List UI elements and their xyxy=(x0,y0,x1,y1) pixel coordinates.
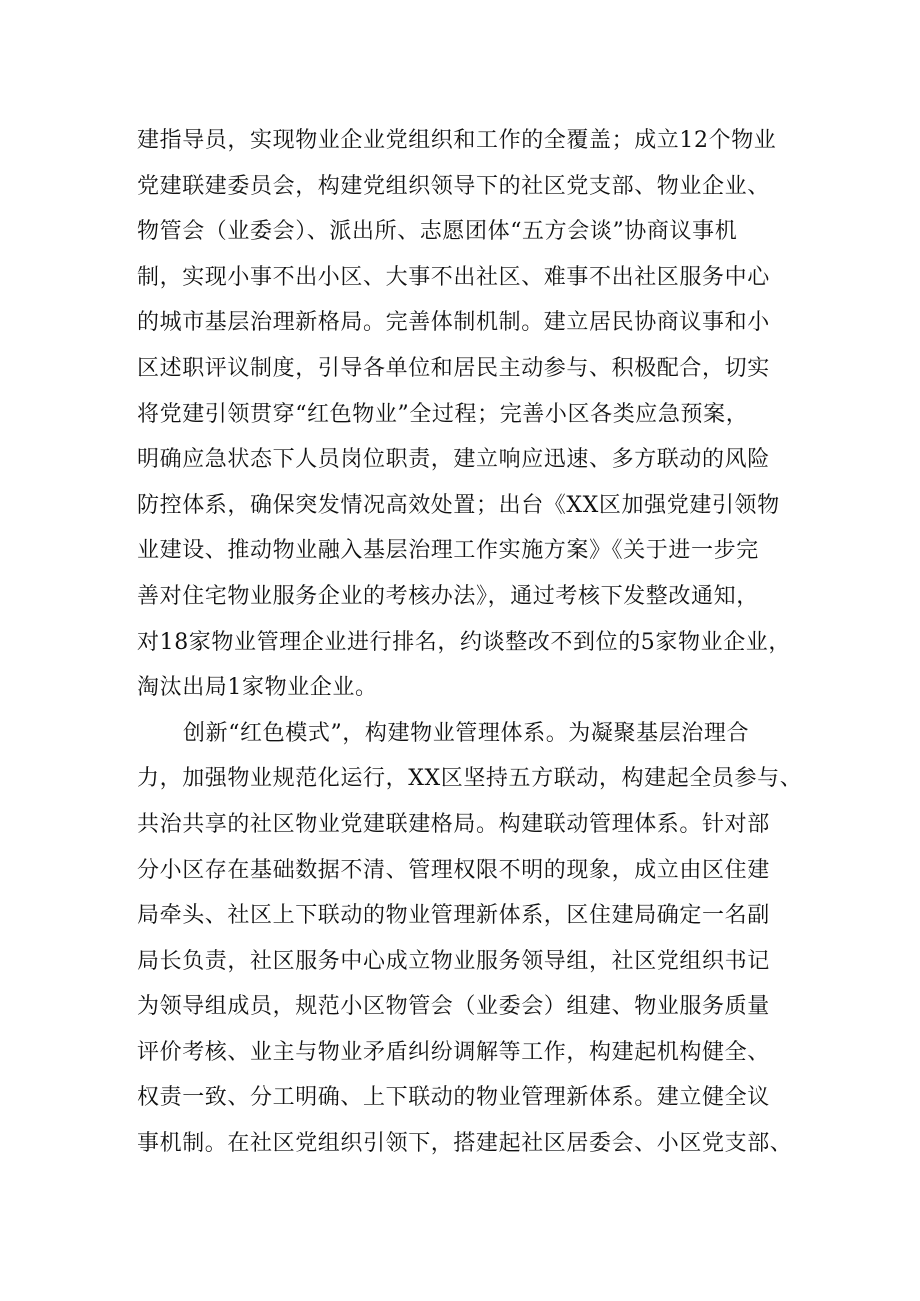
paragraph-start-line: 创新“红色模式”，构建物业管理体系。为凝聚基层治理合 xyxy=(183,720,750,746)
text-line: 建指导员，实现物业企业党组织和工作的全覆盖；成立12个物业 xyxy=(137,128,777,153)
body-text xyxy=(137,118,802,1167)
text-line: 评价考核、业主与物业矛盾纠纷调解等工作，构建起机构健全、 xyxy=(137,1039,770,1065)
text-line: 防控体系，确保突发情况高效处置；出台《XX区加强党建引领物 xyxy=(137,492,780,518)
text-line: 力，加强物业规范化运行，XX区坚持五方联动，构建起全员参与、 xyxy=(137,766,803,792)
text-line: 局长负责，社区服务中心成立物业服务领导组，社区党组织书记 xyxy=(137,948,770,974)
text-line: 淘汰出局1家物业企业。 xyxy=(137,675,378,701)
text-line: 事机制。在社区党组织引领下，搭建起社区居委会、小区党支部、 xyxy=(137,1131,793,1157)
text-line: 区述职评议制度，引导各单位和居民主动参与、积极配合，切实 xyxy=(137,355,770,381)
text-line: 分小区存在基础数据不清、管理权限不明的现象，成立由区住建 xyxy=(137,857,770,883)
text-line: 为领导组成员，规范小区物管会（业委会）组建、物业服务质量 xyxy=(137,994,770,1020)
text-line: 共治共享的社区物业党建联建格局。构建联动管理体系。针对部 xyxy=(137,811,770,837)
text-line: 善对住宅物业服务企业的考核办法》，通过考核下发整改通知， xyxy=(137,583,759,609)
text-line: 的城市基层治理新格局。完善体制机制。建立居民协商议事和小 xyxy=(137,310,770,336)
text-line: 业建设、推动物业融入基层治理工作实施方案》《关于进一步完 xyxy=(137,538,759,564)
text-line: 明确应急状态下人员岗位职责，建立响应迅速、多方联动的风险 xyxy=(137,447,770,473)
text-line: 党建联建委员会，构建党组织领导下的社区党支部、物业企业、 xyxy=(137,173,770,199)
text-line: 局牵头、社区上下联动的物业管理新体系，区住建局确定一名副 xyxy=(137,903,770,929)
text-line: 物管会（业委会）、派出所、志愿团体“五方会谈”协商议事机 xyxy=(137,219,738,245)
text-line: 对18家物业管理企业进行排名，约谈整改不到位的5家物业企业， xyxy=(137,629,791,655)
text-line: 权责一致、分工明确、上下联动的物业管理新体系。建立健全议 xyxy=(137,1085,770,1111)
text-line: 制，实现小事不出小区、大事不出社区、难事不出社区服务中心 xyxy=(137,264,770,290)
text-line: 将党建引领贯穿“红色物业”全过程；完善小区各类应急预案， xyxy=(137,401,749,427)
